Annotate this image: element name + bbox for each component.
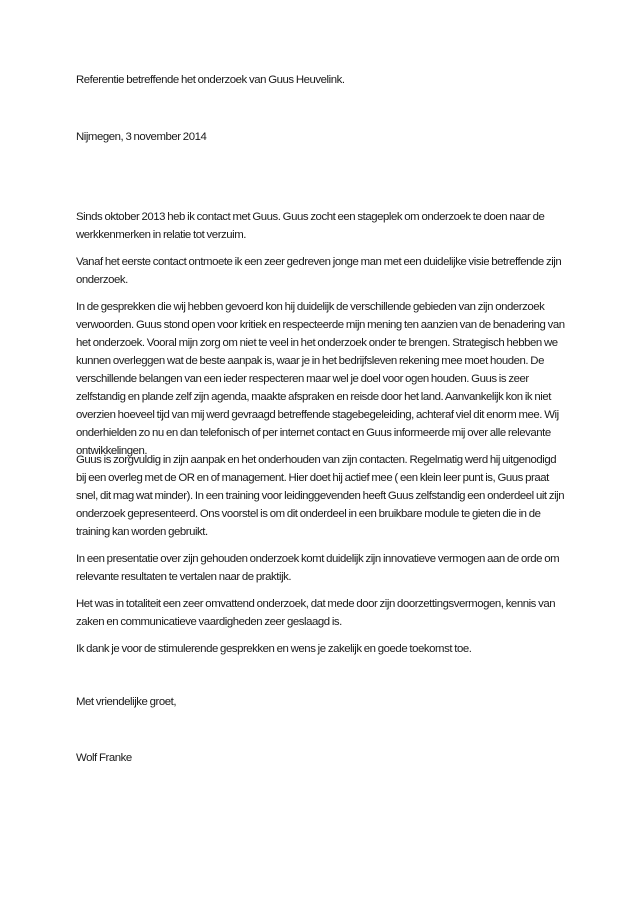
signature-name: Wolf Franke: [76, 752, 132, 764]
paragraph-presentation: In een presentatie over zijn gehouden onderzoek komt duidelijk zijn innovatieve vermogen aan de orde om relevante resultaten te vertalen naar de praktijk.: [76, 553, 560, 583]
paragraph-intro: Sinds oktober 2013 heb ik contact met Guus. Guus zocht een stageplek om onderzoek te doen naar de werkkenmerken in relatie tot verzuim.: [76, 211, 545, 241]
letter-subject: Referentie betreffende het onderzoek van Guus Heuvelink.: [76, 74, 345, 86]
paragraph-summary: Het was in totaliteit een zeer omvattend onderzoek, dat mede door zijn doorzettingsvermogen, kennis van zaken en communicatieve vaardigheden zeer geslaagd is.: [76, 598, 556, 628]
closing-greeting: Met vriendelijke groet,: [76, 696, 177, 708]
paragraph-conversations: In de gesprekken die wij hebben gevoerd kon hij duidelijk de verschillende gebieden van zijn onderzoek verwoorden. Guus stond open voor kritiek en respecteerde mijn mening ten aanzien van de benadering van het onderzoek. Vooral mijn zorg om niet te veel in het onderzoek onder te brengen. Strategisch hebben we kunnen overleggen wat de beste aanpak is, waar je in het bedrijfsleven rekening mee moet houden. De verschillende belangen van een ieder respecteren maar wel je doel voor ogen houden. Guus is zeer zelfstandig en plande zelf zijn agenda, maakte afspraken en reisde door het land. Aanvankelijk kon ik niet overzien hoeveel tijd van mij werd gevraagd betreffende stagebegeleiding, achteraf viel dit enorm mee. Wij onderhielden zo nu en dan telefonisch of per internet contact en Guus informeerde mij over alle relevante ontwikkelingen.: [76, 301, 565, 457]
place-and-date: Nijmegen, 3 november 2014: [76, 131, 207, 143]
paragraph-thanks: Ik dank je voor de stimulerende gesprekken en wens je zakelijk en goede toekomst toe.: [76, 643, 472, 655]
paragraph-approach: Guus is zorgvuldig in zijn aanpak en het onderhouden van zijn contacten. Regelmatig werd hij uitgenodigd bij een overleg met de OR en of management. Hier doet hij actief mee ( een klein leer punt is, Guus praat snel, dit mag wat minder). In een training voor leidinggevenden heeft Guus zelfstandig een onderdeel uit zijn onderzoek gepresenteerd. Ons voorstel is om dit onderdeel in een bruikbare module te gieten die in de training kan worden gebruikt.: [76, 454, 565, 538]
paragraph-first-contact: Vanaf het eerste contact ontmoete ik een zeer gedreven jonge man met een duidelijke visie betreffende zijn onderzoek.: [76, 256, 562, 286]
